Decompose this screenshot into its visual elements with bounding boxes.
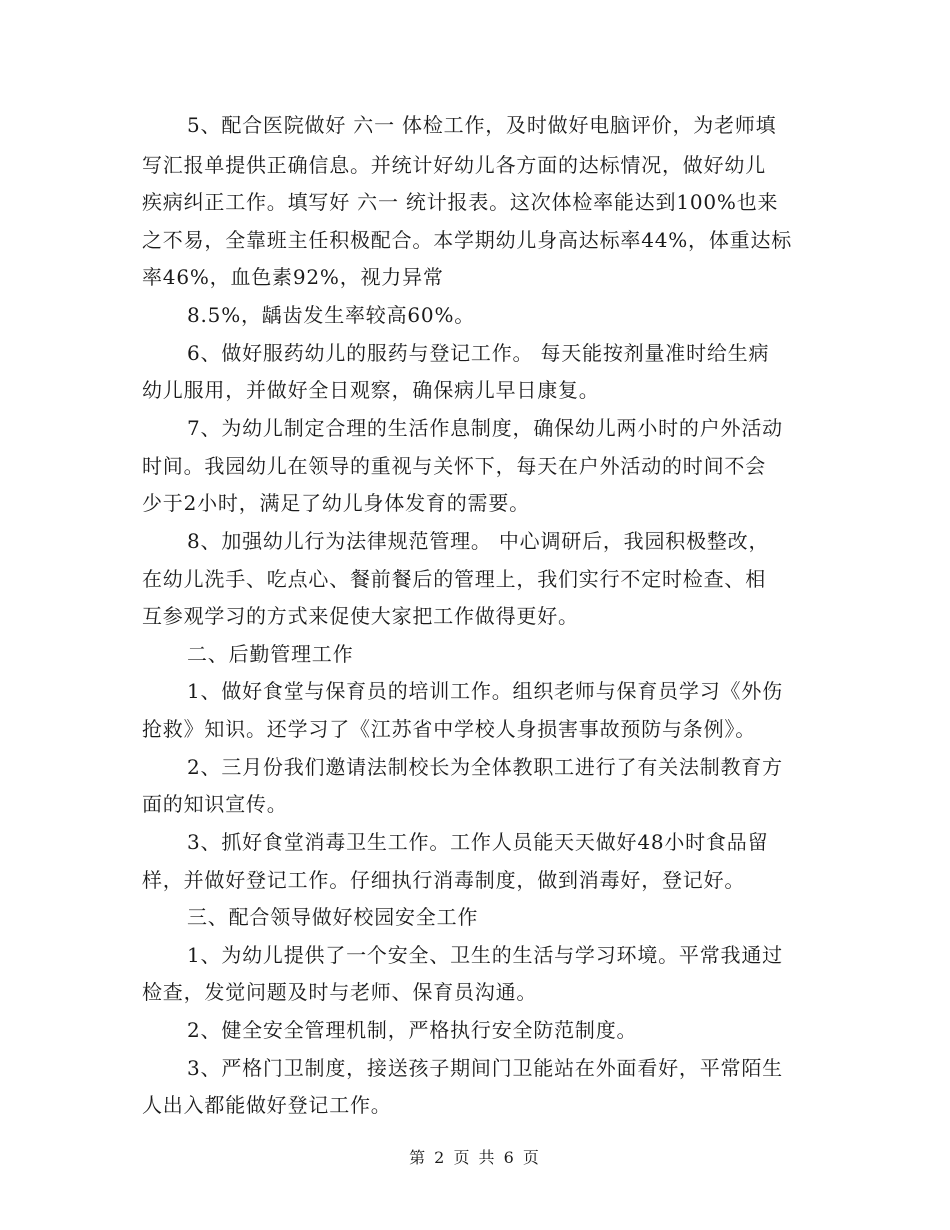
- text-line: 率46%，血色素92%，视力异常: [142, 265, 444, 289]
- text-line: 互参观学习的方式来促使大家把工作做得更好。: [142, 604, 579, 628]
- section-heading: 三、配合领导做好校园安全工作: [187, 905, 479, 929]
- text-line: 7、为幼儿制定合理的生活作息制度，确保幼儿两小时的户外活动: [187, 416, 783, 440]
- text-line: 幼儿服用，并做好全日观察，确保病儿早日康复。: [142, 378, 600, 402]
- text-line: 疾病纠正工作。填写好 六一 统计报表。这次体检率能达到100%也来: [142, 190, 779, 214]
- text-line: 写汇报单提供正确信息。并统计好幼儿各方面的达标情况，做好幼儿: [142, 153, 766, 177]
- text-line: 2、三月份我们邀请法制校长为全体教职工进行了有关法制教育方: [187, 755, 783, 779]
- page-footer: 第 2 页 共 6 页: [409, 1148, 541, 1167]
- text-line: 3、严格门卫制度，接送孩子期间门卫能站在外面看好，平常陌生: [187, 1056, 783, 1080]
- text-line: 5、配合医院做好 六一 体检工作，及时做好电脑评价，为老师填: [187, 113, 777, 137]
- text-line: 在幼儿洗手、吃点心、餐前餐后的管理上，我们实行不定时检查、相: [142, 567, 766, 591]
- text-line: 面的知识宣传。: [142, 792, 288, 816]
- text-line: 之不易，全靠班主任积极配合。本学期幼儿身高达标率44%，体重达标: [142, 228, 793, 252]
- text-line: 8.5%，龋齿发生率较高60%。: [187, 303, 476, 327]
- text-line: 检查，发觉问题及时与老师、保育员沟通。: [142, 980, 538, 1004]
- text-line: 抢救》知识。还学习了《江苏省中学校人身损害事故预防与条例》。: [142, 717, 756, 741]
- text-line: 样，并做好登记工作。仔细执行消毒制度，做到消毒好，登记好。: [142, 868, 746, 892]
- text-line: 人出入都能做好登记工作。: [142, 1093, 392, 1117]
- text-line: 8、加强幼儿行为法律规范管理。 中心调研后，我园积极整改，: [187, 529, 770, 553]
- text-line: 3、抓好食堂消毒卫生工作。工作人员能天天做好48小时食品留: [187, 830, 769, 854]
- text-line: 时间。我园幼儿在领导的重视与关怀下，每天在户外活动的时间不会: [142, 454, 766, 478]
- text-line: 1、做好食堂与保育员的培训工作。组织老师与保育员学习《外伤: [187, 679, 783, 703]
- text-line: 2、健全安全管理机制，严格执行安全防范制度。: [187, 1018, 638, 1042]
- text-line: 少于2小时，满足了幼儿身体发育的需要。: [142, 491, 530, 515]
- section-heading: 二、后勤管理工作: [187, 642, 354, 666]
- text-line: 1、为幼儿提供了一个安全、卫生的生活与学习环境。平常我通过: [187, 943, 783, 967]
- text-line: 6、做好服药幼儿的服药与登记工作。 每天能按剂量准时给生病: [187, 341, 770, 365]
